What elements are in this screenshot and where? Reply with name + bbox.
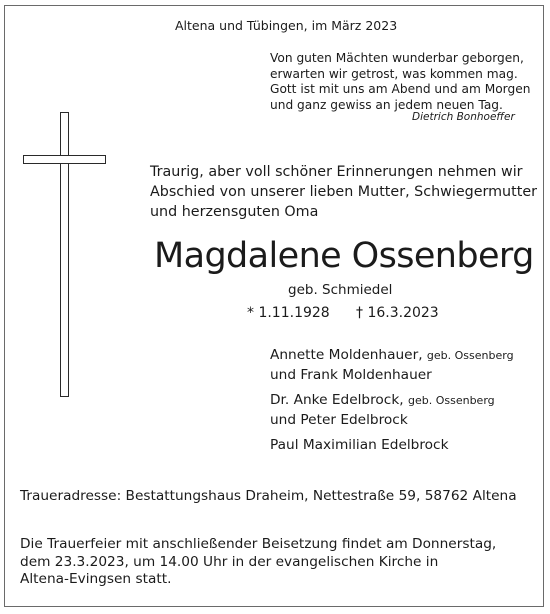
family-member	[270, 391, 514, 411]
family-member: und Frank Moldenhauer	[270, 366, 432, 383]
poem-line: Von guten Mächten wunderbar geborgen,	[270, 51, 524, 65]
family-list	[270, 346, 514, 455]
place-date: Altena und Tübingen, im März 2023	[175, 18, 398, 33]
ceremony-line: dem 23.3.2023, um 14.00 Uhr in der evangelischen Kirche in	[20, 553, 439, 570]
intro-text	[150, 162, 537, 222]
family-member: Paul Maximilian Edelbrock	[270, 437, 449, 453]
poem-author: Dietrich Bonhoeffer	[412, 111, 515, 123]
poem-line: erwarten wir getrost, was kommen mag.	[270, 66, 518, 81]
death-date: † 16.3.2023	[356, 305, 439, 321]
family-member-note: geb. Ossenberg	[407, 394, 495, 407]
birth-date: * 1.11.1928	[247, 305, 330, 321]
family-member: und Peter Edelbrock	[270, 411, 408, 428]
poem	[270, 51, 530, 113]
ceremony-info	[20, 536, 496, 589]
ceremony-line: Die Trauerfeier mit anschließender Beisetzung findet am Donnerstag,	[20, 536, 497, 552]
deceased-name: Magdalene Ossenberg	[154, 236, 534, 276]
poem-line: Gott ist mit uns am Abend und am Morgen	[270, 82, 531, 96]
family-member-name: Annette Moldenhauer,	[270, 347, 423, 363]
family-member-note: geb. Ossenberg	[426, 349, 514, 362]
family-member	[270, 346, 514, 366]
maiden-name: geb. Schmiedel	[288, 282, 393, 298]
mourning-address: Traueradresse: Bestattungshaus Draheim, Nettestraße 59, 58762 Altena	[20, 488, 517, 504]
poem-line: und ganz gewiss an jedem neuen Tag.	[270, 97, 503, 112]
ceremony-line: Altena-Evingsen statt.	[20, 571, 172, 587]
intro-line: Traurig, aber voll schöner Erinnerungen nehmen wir	[150, 164, 523, 180]
intro-line: Abschied von unserer lieben Mutter, Schwiegermutter	[150, 184, 537, 200]
family-member-name: Dr. Anke Edelbrock,	[270, 392, 404, 408]
intro-line: und herzensguten Oma	[150, 204, 319, 220]
